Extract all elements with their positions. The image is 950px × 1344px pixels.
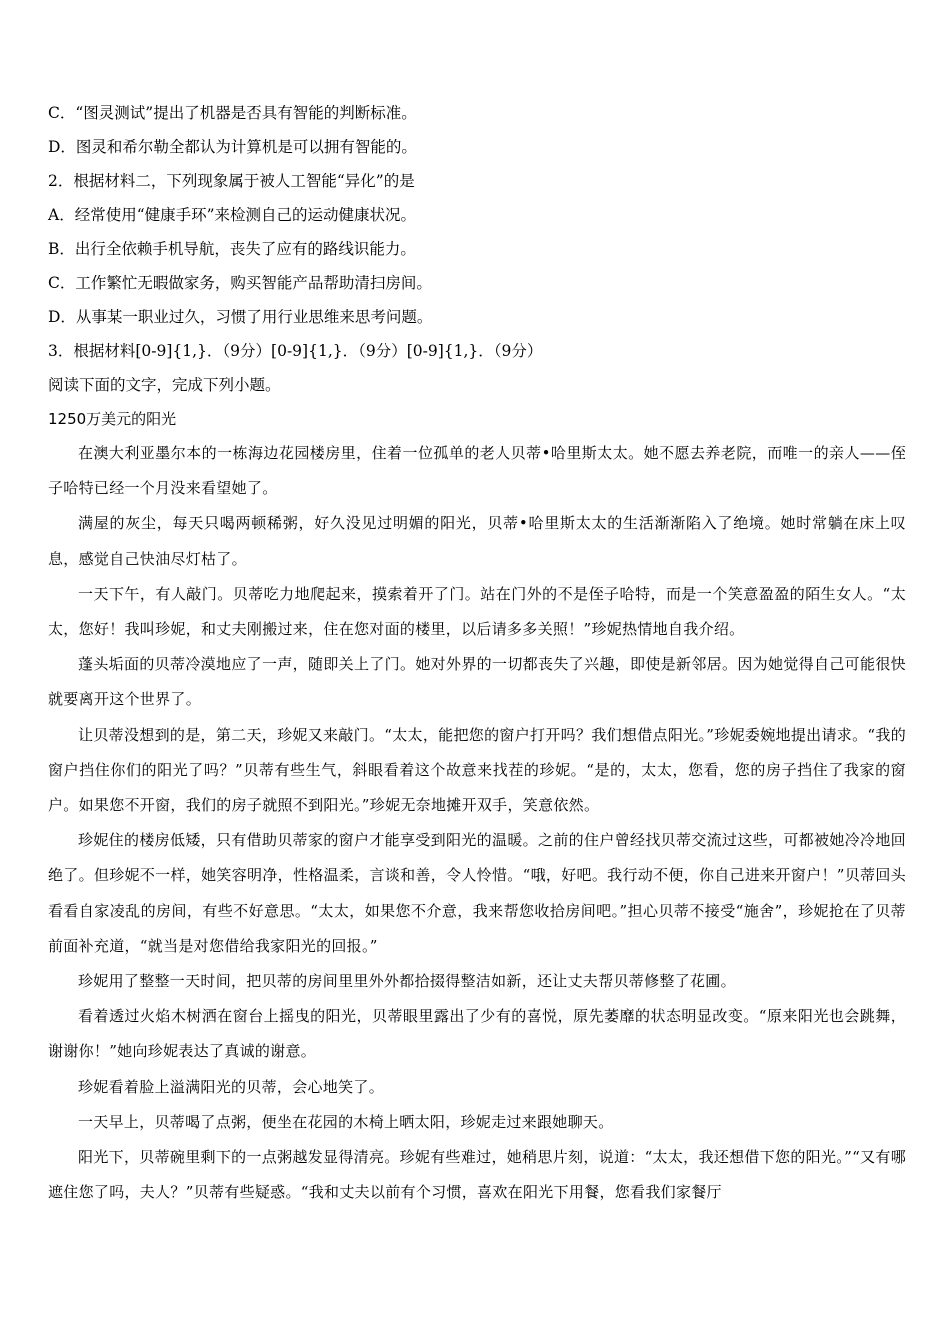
- story-paragraph: 珍妮用了整整一天时间，把贝蒂的房间里里外外都拾掇得整洁如新，还让丈夫帮贝蒂修整了花圃。: [78, 972, 736, 991]
- story-paragraph: 蓬头垢面的贝蒂冷漠地应了一声，随即关上了门。她对外界的一切都丧失了兴趣，即使是新邻居。因为她觉得自己可能很快就要离开这个世界了。: [48, 655, 906, 709]
- story-paragraph: 一天早上，贝蒂喝了点粥，便坐在花园的木椅上晒太阳，珍妮走过来跟她聊天。: [78, 1112, 614, 1131]
- q2-stem: 2．根据材料二，下列现象属于被人工智能“异化”的是: [48, 172, 415, 190]
- story-paragraph: 阳光下，贝蒂碗里剩下的一点粥越发显得清亮。珍妮有些难过，她稍思片刻，说道：“太太，我还想借下您的阳光。”“又有哪遮住您了吗，夫人？”贝蒂有些疑惑。“我和丈夫以前有个习惯，喜欢在阳光下用餐，您看我们家餐厅: [48, 1148, 906, 1202]
- story-paragraph: 珍妮住的楼房低矮，只有借助贝蒂家的窗户才能享受到阳光的温暖。之前的住户曾经找贝蒂交流过这些，可都被她冷冷地回绝了。但珍妮不一样，她笑容明净，性格温柔，言谈和善，令人怜惜。“哦，好吧。我行动不便，你自己进来开窗户！”贝蒂回头看看自家凌乱的房间，有些不好意思。“太太，如果您不介意，我来帮您收拾房间吧。”担心贝蒂不接受“施舍”，珍妮抢在了贝蒂前面补充道，“就当是对您借给我家阳光的回报。”: [48, 831, 906, 955]
- story-paragraph: 一天下午，有人敲门。贝蒂吃力地爬起来，摸索着开了门。站在门外的不是侄子哈特，而是一个笑意盈盈的陌生女人。“太太，您好！我叫珍妮，和丈夫刚搬过来，住在您对面的楼里，以后请多多关照！”珍妮热情地自我介绍。: [48, 584, 906, 639]
- reading-instruction: 阅读下面的文字，完成下列小题。: [48, 376, 281, 394]
- story-paragraph: 满屋的灰尘，每天只喝两顿稀粥，好久没见过明媚的阳光，贝蒂•哈里斯太太的生活渐渐陷入了绝境。她时常躺在床上叹息，感觉自己快油尽灯枯了。: [48, 514, 906, 568]
- story-paragraph: 珍妮看着脸上溢满阳光的贝蒂，会心地笑了。: [78, 1077, 385, 1096]
- story-paragraph: 在澳大利亚墨尔本的一栋海边花园楼房里，住着一位孤单的老人贝蒂•哈里斯太太。她不愿去养老院，而唯一的亲人——侄子哈特已经一个月没来看望她了。: [48, 444, 906, 498]
- q2-option-d: D．从事某一职业过久，习惯了用行业思维来思考问题。: [48, 308, 433, 326]
- story-paragraph: 让贝蒂没想到的是，第二天，珍妮又来敲门。“太太，能把您的窗户打开吗？我们想借点阳光。”珍妮委婉地提出请求。“我的窗户挡住你们的阳光了吗？”贝蒂有些生气，斜眼看着这个故意来找茬的珍妮。“是的，太太，您看，您的房子挡住了我家的窗户。如果您不开窗，我们的房子就照不到阳光。”珍妮无奈地摊开双手，笑意依然。: [48, 725, 906, 815]
- q2-option-b: B．出行全依赖手机导航，丧失了应有的路线识能力。: [48, 240, 416, 258]
- q2-option-a: A．经常使用“健康手环”来检测自己的运动健康状况。: [48, 206, 417, 224]
- q1-option-c: C．“图灵测试”提出了机器是否具有智能的判断标准。: [48, 104, 417, 122]
- q1-option-d: D．图灵和希尔勒全都认为计算机是可以拥有智能的。: [48, 138, 417, 156]
- q3-stem: 3．根据材料[0-9]{1,}．（9分）[0-9]{1,}．（9分）[0-9]{1,}．（9分）: [48, 342, 543, 360]
- story-paragraph: 看着透过火焰木树洒在窗台上摇曳的阳光，贝蒂眼里露出了少有的喜悦，原先萎靡的状态明显改变。“原来阳光也会跳舞，谢谢你！”她向珍妮表达了真诚的谢意。: [48, 1007, 906, 1061]
- q2-option-c: C．工作繁忙无暇做家务，购买智能产品帮助清扫房间。: [48, 274, 432, 292]
- document-page: [48, 96, 906, 1210]
- story-title: 1250万美元的阳光: [48, 410, 177, 428]
